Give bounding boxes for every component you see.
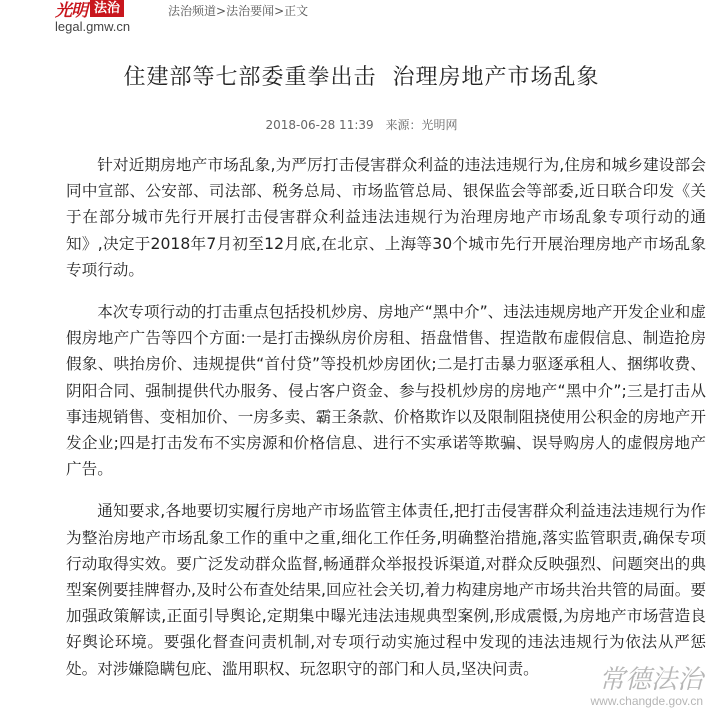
breadcrumb-link-legal-news[interactable]: 法治要闻: [226, 4, 275, 18]
breadcrumb-current: 正文: [284, 4, 309, 18]
article-body: [66, 152, 706, 698]
breadcrumb-separator: >: [274, 4, 285, 18]
article-paragraph: 通知要求,各地要切实履行房地产市场监管主体责任,把打击侵害群众利益违法违规行为作为整治房地产市场乱象工作的重中之重,细化工作任务,明确整治措施,落实监管职责,确保专项行动取得实效。要广泛发动群众监督,畅通群众举报投诉渠道,对群众反映强烈、问题突出的典型案例要挂牌督办,及时公布查处结果,回应社会关切,着力构建房地产市场共治共管的局面。要加强政策解读,正面引导舆论,定期集中曝光违法违规典型案例,形成震慑,为房地产市场营造良好舆论环境。要强化督查问责机制,对专项行动实施过程中发现的违法违规行为依法从严惩处。对涉嫌隐瞒包庇、滥用职权、玩忽职守的部门和人员,坚决问责。: [66, 502, 706, 678]
site-domain: legal.gmw.cn: [55, 19, 131, 34]
breadcrumb-separator: >: [216, 4, 227, 18]
article-paragraph: 本次专项行动的打击重点包括投机炒房、房地产“黑中介”、违法违规房地产开发企业和虚假房地产广告等四个方面:一是打击操纵房价房租、捂盘惜售、捏造散布虚假信息、制造抢房假象、哄抬房价、违规提供“首付贷”等投机炒房团伙;二是打击暴力驱逐承租人、捆绑收费、阴阳合同、强制提供代办服务、侵占客户资金、参与投机炒房的房地产“黑中介”;三是打击从事违规销售、变相加价、一房多卖、霸王条款、价格欺诈以及限制阻挠使用公积金的房地产开发企业;四是打击发布不实房源和价格信息、进行不实承诺等欺骗、误导购房人的虚假房地产广告。: [66, 303, 706, 479]
watermark: [590, 666, 703, 708]
article-title: 住建部等七部委重拳出击 治理房地产市场乱象: [123, 65, 600, 90]
logo-channel-badge: 法治: [90, 0, 124, 17]
breadcrumb: [168, 2, 308, 19]
article-meta: [0, 116, 723, 133]
article-source: 来源：光明网: [385, 118, 458, 132]
site-header: [0, 0, 723, 40]
watermark-text: 常德法治: [598, 665, 703, 695]
site-logo[interactable]: [55, 0, 124, 21]
breadcrumb-link-legal-channel[interactable]: 法治频道: [168, 4, 217, 18]
article-paragraph: 针对近期房地产市场乱象,为严厉打击侵害群众利益的违法违规行为,住房和城乡建设部会同中宣部、公安部、司法部、税务总局、市场监管总局、银保监会等部委,近日联合印发《关于在部分城市先行开展打击侵害群众利益违法违规行为治理房地产市场乱象专项行动的通知》,决定于2018年7月初至12月底,在北京、上海等30个城市先行开展治理房地产市场乱象专项行动。: [66, 156, 706, 279]
article-date: 2018-06-28 11:39: [265, 118, 374, 132]
watermark-url: www.changde.gov.cn: [590, 694, 703, 708]
logo-script-mark: 光明: [55, 0, 87, 21]
